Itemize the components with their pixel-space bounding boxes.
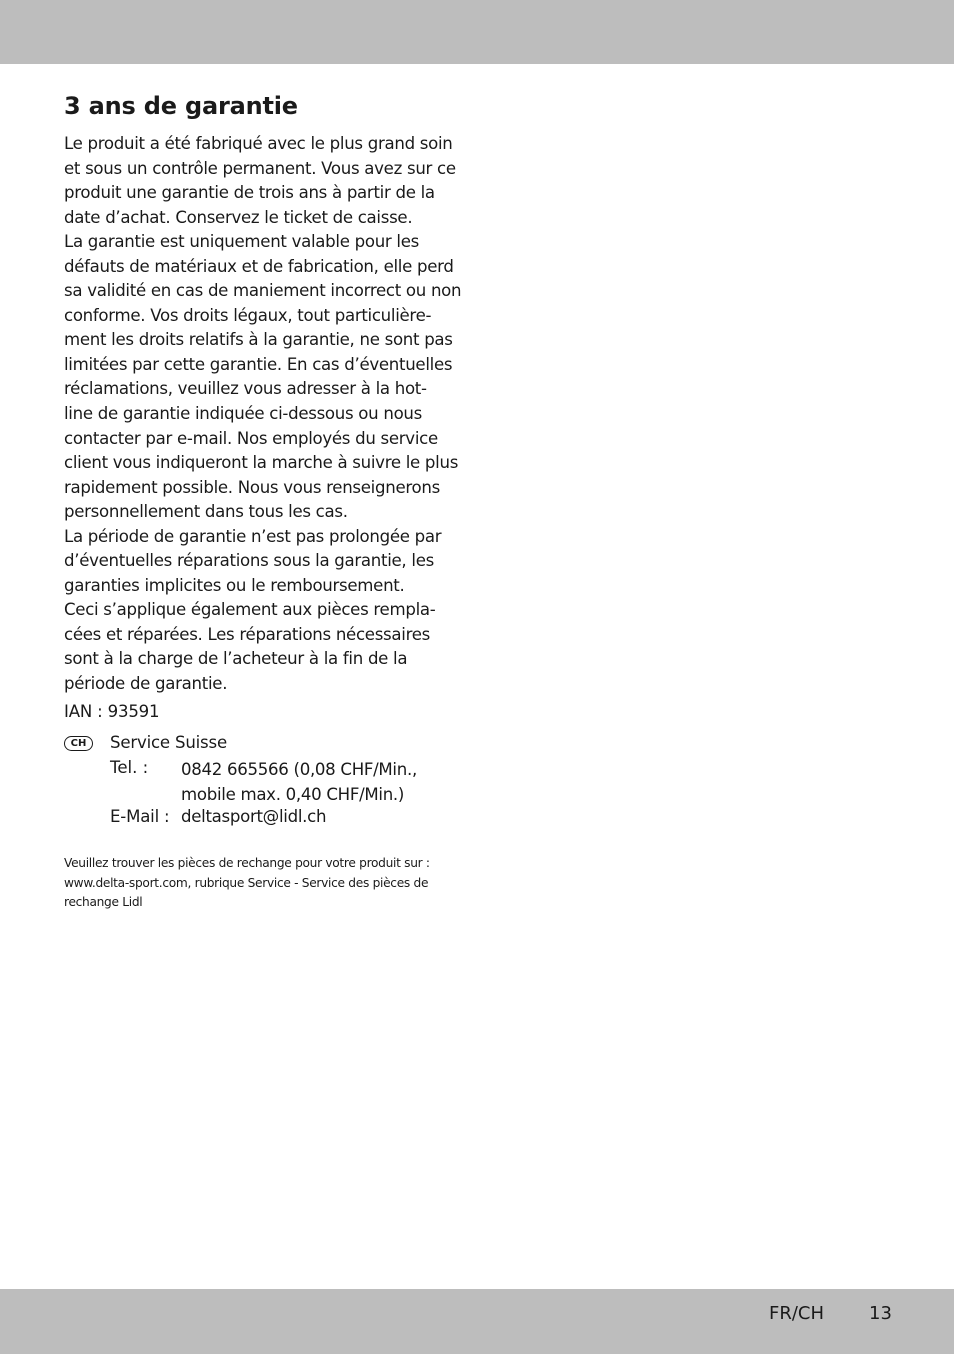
body-line: défauts de matériaux et de fabrication, elle perd bbox=[64, 256, 454, 276]
email-value: deltasport@lidl.ch bbox=[181, 807, 327, 826]
spare-parts-line: rechange Lidl bbox=[64, 895, 143, 909]
body-line: produit une garantie de trois ans à partir de la bbox=[64, 183, 435, 203]
body-line: sa validité en cas de maniement incorrect ou non bbox=[64, 281, 462, 301]
tel-value bbox=[181, 758, 417, 807]
swiss-country-badge-icon: CH bbox=[64, 736, 93, 751]
footer-language: FR/CH bbox=[769, 1303, 825, 1324]
tel-value-line: mobile max. 0,40 CHF/Min.) bbox=[181, 784, 405, 804]
page-title: 3 ans de garantie bbox=[64, 92, 298, 120]
body-line: rapidement possible. Nous vous renseignerons bbox=[64, 477, 440, 497]
body-line: limitées par cette garantie. En cas d’éventuelles bbox=[64, 354, 453, 374]
body-line: et sous un contrôle permanent. Vous avez sur ce bbox=[64, 158, 456, 178]
spare-parts-note bbox=[64, 854, 430, 913]
warranty-body bbox=[64, 132, 464, 697]
body-line: réclamations, veuillez vous adresser à la hot- bbox=[64, 379, 427, 399]
body-line: contacter par e-mail. Nos employés du service bbox=[64, 428, 438, 448]
body-line: personnellement dans tous les cas. bbox=[64, 502, 348, 522]
body-line: line de garantie indiquée ci-dessous ou nous bbox=[64, 404, 422, 424]
body-line: La garantie est uniquement valable pour les bbox=[64, 232, 419, 252]
email-label: E-Mail : bbox=[110, 807, 170, 826]
body-line: Le produit a été fabriqué avec le plus grand soin bbox=[64, 134, 453, 153]
body-line: client vous indiqueront la marche à suivre le plus bbox=[64, 453, 459, 473]
tel-label: Tel. : bbox=[110, 758, 149, 777]
spare-parts-line: www.delta-sport.com, rubrique Service - Service des pièces de bbox=[64, 875, 429, 890]
body-line: Ceci s’applique également aux pièces rempla- bbox=[64, 600, 436, 620]
body-line: date d’achat. Conservez le ticket de caisse. bbox=[64, 207, 413, 227]
header-bar bbox=[0, 0, 954, 64]
body-line: période de garantie. bbox=[64, 674, 228, 694]
body-line: garanties implicites ou le remboursement. bbox=[64, 575, 405, 595]
body-line: conforme. Vos droits légaux, tout particulière- bbox=[64, 305, 432, 325]
tel-value-line: 0842 665566 (0,08 CHF/Min., bbox=[181, 760, 417, 779]
body-line: ment les droits relatifs à la garantie, ne sont pas bbox=[64, 330, 453, 350]
body-line: sont à la charge de l’acheteur à la fin de la bbox=[64, 649, 408, 669]
page-number: 13 bbox=[869, 1303, 892, 1324]
body-line: d’éventuelles réparations sous la garantie, les bbox=[64, 551, 434, 571]
ian-number: IAN : 93591 bbox=[64, 702, 160, 721]
spare-parts-line: Veuillez trouver les pièces de rechange pour votre produit sur : bbox=[64, 856, 430, 870]
service-title: Service Suisse bbox=[110, 733, 227, 752]
body-line: La période de garantie n’est pas prolongée par bbox=[64, 526, 442, 546]
body-line: cées et réparées. Les réparations nécessaires bbox=[64, 624, 430, 644]
